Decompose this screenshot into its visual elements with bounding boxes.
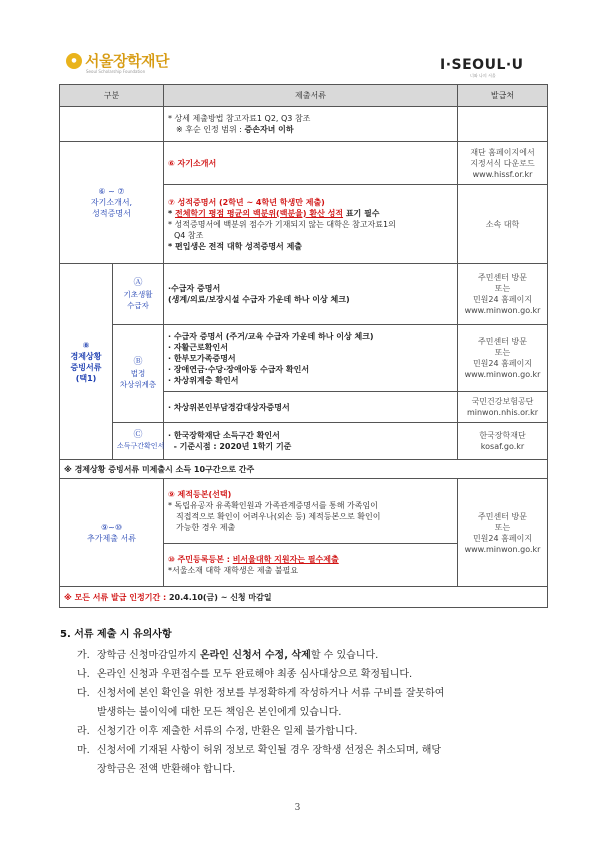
doc-resident-register: ⑩ 주민등록등본 : 비서울대학 지원자는 필수제출 [168,555,339,564]
validity-period-note: ※ 모든 서류 발급 인정기간 : 20.4.10(금) ~ 신청 마감일 [60,587,548,608]
doc-self-intro: ⑥ 자기소개서 [168,158,217,168]
group-self-intro-grades: ⑥ ~ ⑦ 자기소개서, 성적증명서 [60,142,164,264]
issuer-foundation: 재단 홈페이지에서 지정서식 다운로드 www.hissf.or.kr [458,142,548,185]
submission-notes-section [60,625,560,779]
list-item: 다. 신청서에 본인 확인을 위한 정보를 부정확하게 작성하거나 서류 구비를 잘못하여 [77,688,445,699]
table-row [60,107,548,142]
descendant-note: ※ 후순 인정 범위 : [176,125,245,134]
iseoulu-subtitle: 너와 나의 서울 [470,73,496,78]
page-header [0,0,595,80]
list-item: 라. 신청기간 이후 제출한 서류의 수정, 반환은 일체 불가합니다. [77,726,358,737]
subgroup-near-poverty: Ⓑ 법정 차상위계층 [113,325,164,423]
iseoulu-logo: I·SEOUL·U [440,57,524,73]
header-issuer: 발급처 [458,85,548,107]
table-row: ⑦ 성적증명서 (2학년 ~ 4학년 학생만 제출) * 전체학기 평점 평균의 백분위(백분율) 환산 성적 표기 필수 * 성적증명서에 백분위 점수가 기재되지 않는 대학은 참고자료1의 Q4 참조 * 편입생은 전적 대학 성적증명서 제출 소속 대학 [60,185,548,264]
issuer-kosaf: 한국장학재단 kosaf.go.kr [458,423,548,460]
issuer-community-center: 주민센터 방문 또는 민원24 홈페이지 www.minwon.go.kr [458,264,548,325]
table-row [60,587,548,608]
subgroup-income-bracket: Ⓒ 소득구간확인서 [113,423,164,460]
logo-text: 서울장학재단 [85,52,169,70]
issuer-community-center: 주민센터 방문 또는 민원24 홈페이지 www.minwon.go.kr [458,325,548,392]
list-item-continued: 발생하는 불이익에 대한 모든 책임은 본인에게 있습니다. [97,707,342,718]
table-row: Ⓒ 소득구간확인서 · 한국장학재단 소득구간 확인서 - 기준시점 : 2020년 1학기 기준 한국장학재단 kosaf.go.kr [60,423,548,460]
logo-subtitle: Seoul Scholarship Foundation [86,69,146,74]
table-row: ⑩ 주민등록등본 : 비서울대학 지원자는 필수제출 *서울소재 대학 재학생은 제출 불필요 [60,544,548,587]
page-number: 3 [294,803,301,813]
table-row: · 차상위본인부담경감대상자증명서 국민건강보험공단 minwon.nhis.or.kr [60,392,548,423]
foundation-logo [66,50,169,71]
section-title: 5. 서류 제출 시 유의사항 [60,629,172,640]
table-header-row [60,85,548,107]
descendant-range: 증손자녀 이하 [244,125,294,134]
header-documents: 제출서류 [164,85,458,107]
issuer-community-center: 주민센터 방문 또는 민원24 홈페이지 www.minwon.go.kr [458,479,548,587]
table-row: Ⓑ 법정 차상위계층 · 수급자 증명서 (주거/교육 수급자 가운데 하나 이상 체크) · 자활근로확인서 · 한부모가족증명서 · 장애연금·수당·장애아동 수급자 확인서 · 차상위계층 확인서 주민센터 방문 또는 민원24 홈페이지 www.minwon.go.kr [60,325,548,392]
detail-note: * 상세 제출방법 참고자료1 Q2, Q3 참조 [168,114,311,123]
table-row [60,460,548,479]
economic-note: ※ 경제상황 증빙서류 미제출시 소득 10구간으로 간주 [60,460,548,479]
table-row: ⑨~⑩ 추가제출 서류 ⑨ 제적등본(선택) * 독립유공자 유족확인원과 가족관계증명서를 통해 가족임이 직접적으로 확인이 어려우나(외손 등) 제적등본으로 확인이 가능한 경우 제출 주민센터 방문 또는 민원24 홈페이지 www.minwon.go.kr [60,479,548,544]
subgroup-basic-livelihood: Ⓐ 기초생활 수급자 [113,264,164,325]
header-category: 구분 [60,85,164,107]
documents-table [59,84,548,608]
issuer-university: 소속 대학 [458,185,548,264]
issuer-nhis: 국민건강보험공단 minwon.nhis.or.kr [458,392,548,423]
group-economic-proof: ⑧ 경제상황 증빙서류 (택1) [60,264,113,460]
group-additional-docs: ⑨~⑩ 추가제출 서류 [60,479,164,587]
list-item: 가. 장학금 신청마감일까지 온라인 신청서 수정, 삭제할 수 있습니다. [77,650,379,661]
table-row: ⑧ 경제상황 증빙서류 (택1) Ⓐ 기초생활 수급자 ·수급자 증명서 (생계/의료/보장시설 수급자 가운데 하나 이상 체크) 주민센터 방문 또는 민원24 홈페이지 www.minwon.go.kr [60,264,548,325]
logo-emblem-icon: ● [66,53,82,69]
list-item: 나. 온라인 신청과 우편접수를 모두 완료해야 최종 심사대상으로 확정됩니다. [77,669,413,680]
list-item-continued: 장학금은 전액 반환해야 합니다. [97,764,236,775]
table-row [60,142,548,185]
doc-transcript: ⑦ 성적증명서 (2학년 ~ 4학년 학생만 제출) [168,197,325,207]
doc-removal-register: ⑨ 제적등본(선택) [168,490,232,499]
list-item: 마. 신청서에 기재된 사항이 허위 정보로 확인될 경우 장학생 선정은 취소되며, 해당 [77,745,442,756]
